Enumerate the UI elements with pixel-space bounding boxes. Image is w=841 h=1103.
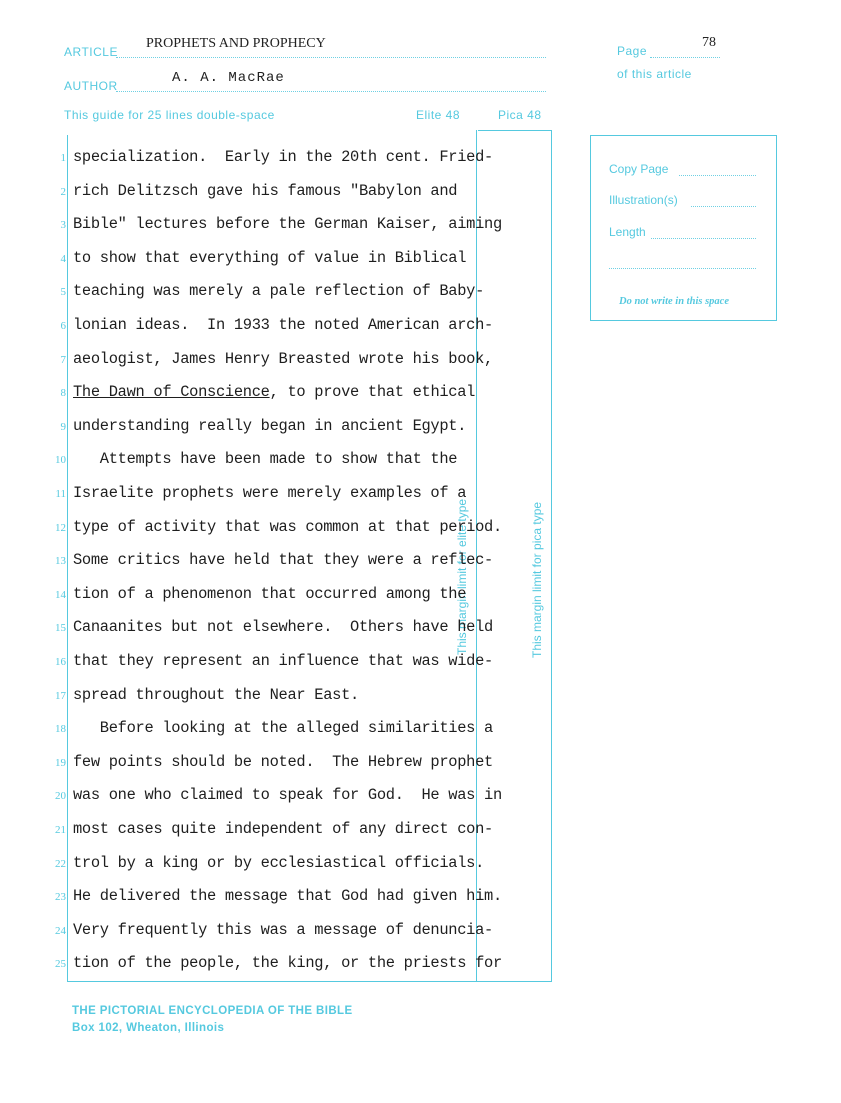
- typed-line-text: aeologist, James Henry Breasted wrote his book,: [73, 349, 493, 368]
- typed-line: [73, 854, 484, 872]
- typed-line-text: trol by a king or by ecclesiastical officials.: [73, 853, 485, 872]
- line-number: 17: [55, 689, 66, 702]
- typed-line: [73, 786, 502, 804]
- book-title: The Dawn of Conscience: [73, 383, 270, 402]
- line-number: 9: [60, 420, 66, 433]
- line-number: 6: [60, 320, 66, 332]
- typed-line-text: tion of a phenomenon that occurred among the: [73, 584, 467, 603]
- typed-line-text: Before looking at the alleged similarities a: [73, 719, 493, 738]
- typed-line: [73, 820, 493, 838]
- author-underline: [116, 91, 546, 92]
- typed-line: [73, 518, 502, 536]
- typed-line-text: most cases quite independent of any direct con-: [73, 820, 493, 838]
- typed-line-text: Canaanites but not elsewhere. Others have held: [73, 618, 493, 637]
- bottom-frame-line: [67, 981, 552, 982]
- line-number: 16: [55, 656, 66, 668]
- elite-label: Elite 48: [416, 108, 461, 122]
- typed-line: [73, 383, 475, 401]
- typed-line-text: Israelite prophets were merely examples of a: [73, 484, 467, 502]
- top-frame-line: [478, 130, 552, 131]
- author-name: A. A. MacRae: [172, 70, 285, 86]
- of-article-label: of this article: [617, 67, 692, 81]
- typed-line-text: Very frequently this was a message of denuncia-: [73, 920, 493, 939]
- author-label: AUTHOR: [64, 79, 118, 93]
- typed-line-text: rich Delitzsch gave his famous "Babylon and: [73, 181, 458, 200]
- blank-dots: [609, 268, 756, 269]
- typed-line: [73, 652, 493, 670]
- article-label: ARTICLE: [64, 45, 118, 59]
- typed-line: [73, 921, 493, 939]
- copy-page-dots: [679, 175, 756, 176]
- line-number: 19: [55, 756, 66, 769]
- line-number: 3: [60, 219, 66, 232]
- typed-line: [73, 719, 493, 737]
- typed-line-text: , to prove that ethical: [269, 383, 476, 402]
- line-number: 10: [55, 454, 66, 467]
- typed-line-text: tion of the people, the king, or the priests for: [73, 954, 502, 973]
- typed-line: [73, 450, 457, 468]
- office-use-note: Do not write in this space: [619, 296, 729, 307]
- page-label: Page: [617, 44, 648, 58]
- typed-line-text: understanding really began in ancient Egypt.: [73, 416, 467, 435]
- typed-line-text: He delivered the message that God had given him.: [73, 887, 502, 906]
- typed-line-text: teaching was merely a pale reflection of Baby-: [73, 282, 485, 301]
- typed-line-text: spread throughout the Near East.: [73, 685, 359, 704]
- illustrations-label: Illustration(s): [609, 193, 678, 207]
- line-number: 25: [55, 958, 66, 971]
- typed-line: [73, 182, 457, 200]
- illustrations-dots: [691, 206, 756, 207]
- office-use-box: [590, 135, 777, 321]
- length-dots: [651, 238, 756, 239]
- typed-line: [73, 282, 484, 300]
- typed-line: [73, 350, 493, 368]
- line-number: 14: [55, 588, 66, 601]
- typed-line-text: lonian ideas. In 1933 the noted American arch-: [73, 316, 493, 334]
- page-underline: [650, 57, 720, 58]
- line-number: 21: [55, 824, 66, 836]
- line-number: 22: [55, 857, 66, 870]
- typed-line-text: Bible" lectures before the German Kaiser, aiming: [73, 215, 502, 234]
- line-number: 2: [60, 185, 66, 198]
- typed-line: [73, 753, 493, 771]
- line-number: 13: [55, 555, 66, 568]
- copy-page-label: Copy Page: [609, 162, 669, 176]
- typed-line: [73, 484, 466, 502]
- typed-line: [73, 887, 502, 905]
- typed-line-text: type of activity that was common at that period.: [73, 517, 502, 536]
- typed-line-text: to show that everything of value in Biblical: [73, 248, 467, 267]
- pica-margin-note: This margin limit for pica type: [530, 501, 544, 658]
- line-number: 11: [55, 488, 66, 500]
- article-title: PROPHETS AND PROPHECY: [146, 36, 326, 51]
- line-number: 4: [60, 252, 66, 265]
- line-number: 8: [60, 387, 66, 400]
- length-label: Length: [609, 225, 646, 239]
- line-number: 15: [55, 622, 66, 635]
- typed-line: [73, 585, 466, 603]
- line-number: 12: [55, 521, 66, 534]
- typed-line: [73, 686, 359, 704]
- line-number: 1: [60, 152, 66, 164]
- line-number: 5: [60, 286, 66, 299]
- line-number: 23: [55, 891, 66, 904]
- typed-line-text: specialization. Early in the 20th cent. Fried-: [73, 148, 493, 166]
- typed-line: [73, 954, 502, 972]
- typed-line-text: was one who claimed to speak for God. He was in: [73, 786, 502, 805]
- line-number: 7: [60, 353, 66, 366]
- typed-line: [73, 249, 466, 267]
- typed-line-text: few points should be noted. The Hebrew prophet: [73, 752, 493, 771]
- pica-margin-line: [551, 130, 552, 982]
- line-number: 24: [55, 924, 66, 937]
- line-number: 18: [55, 723, 66, 736]
- pica-label: Pica 48: [498, 108, 542, 122]
- page-number: 78: [702, 35, 716, 50]
- typed-line: [73, 618, 493, 636]
- article-underline: [116, 57, 546, 58]
- typed-line: [73, 215, 502, 233]
- elite-margin-note: This margin limit for elite type: [455, 498, 469, 655]
- line-number: 20: [55, 790, 66, 803]
- typed-line: [73, 148, 493, 166]
- guide-instruction: This guide for 25 lines double-space: [64, 108, 275, 122]
- typed-line-text: Some critics have held that they were a reflec-: [73, 551, 493, 570]
- typed-line-text: that they represent an influence that was wide-: [73, 652, 493, 670]
- left-margin-line: [67, 135, 68, 982]
- typed-line: [73, 316, 493, 334]
- typed-line-text: Attempts have been made to show that the: [73, 450, 458, 469]
- publisher-name: THE PICTORIAL ENCYCLOPEDIA OF THE BIBLE: [72, 1005, 353, 1017]
- publisher-address: Box 102, Wheaton, Illinois: [72, 1022, 225, 1034]
- typed-line: [73, 417, 466, 435]
- typed-line: [73, 551, 493, 569]
